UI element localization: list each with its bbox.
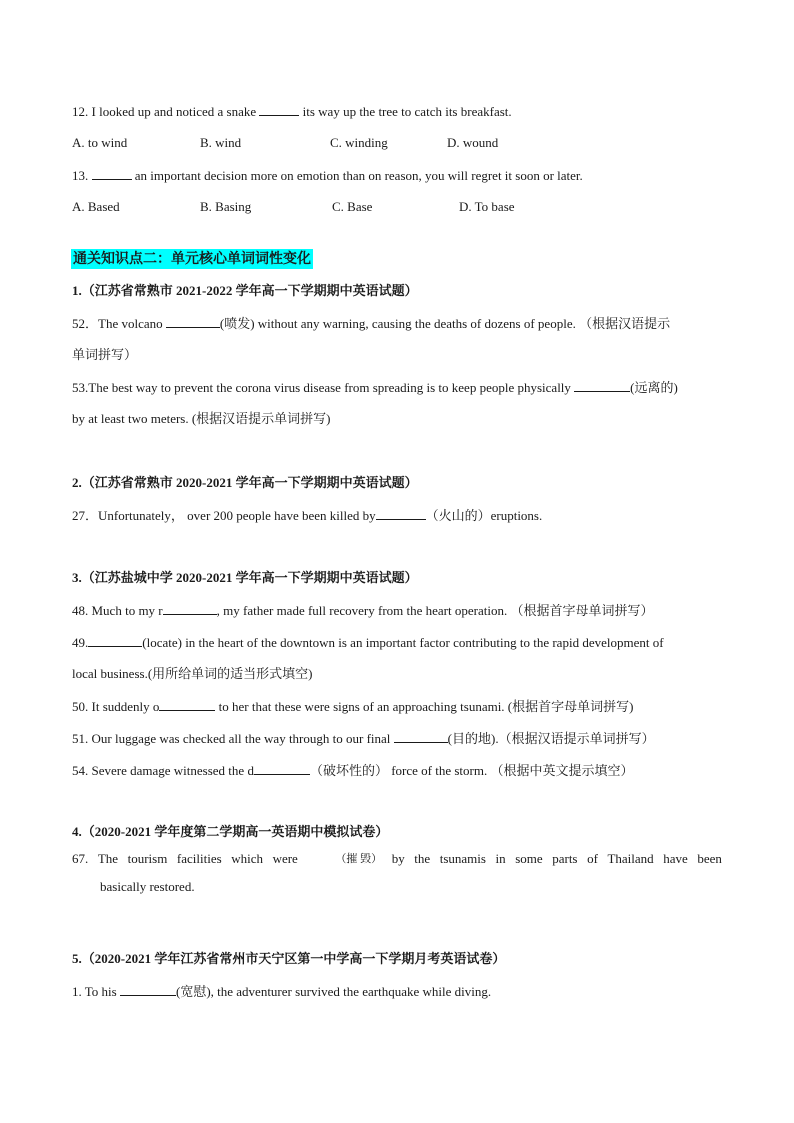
source-heading-1: 1.（江苏省常熟市 2021-2022 学年高一下学期期中英语试题） xyxy=(72,283,418,298)
question-51 xyxy=(72,730,655,747)
question-12-text-before: 12. I looked up and noticed a snake xyxy=(72,104,257,119)
question-word: some xyxy=(515,851,543,866)
question-53-continued: by at least two meters. (根据汉语提示单词拼写) xyxy=(72,411,331,426)
question-word: tsunamis xyxy=(439,851,486,866)
question-word: which xyxy=(231,851,263,866)
question-word: the xyxy=(414,851,431,866)
question-word: tourism xyxy=(127,851,168,866)
question-text: , my father made full recovery from the heart operation. （根据首字母单词拼写） xyxy=(216,603,654,618)
question-52-continued: 单词拼写） xyxy=(72,347,138,362)
question-text: 52．The volcano xyxy=(72,316,163,331)
question-word: have xyxy=(663,851,688,866)
question-12 xyxy=(72,103,512,120)
option-d: D. To base xyxy=(459,199,515,214)
answer-blank xyxy=(92,167,132,180)
option-b: B. wind xyxy=(200,135,242,150)
question-word: facilities xyxy=(176,851,222,866)
question-50 xyxy=(72,698,633,715)
source-heading-2: 2.（江苏省常熟市 2020-2021 学年高一下学期期中英语试题） xyxy=(72,475,418,490)
answer-blank xyxy=(159,698,215,711)
option-c: C. winding xyxy=(330,135,388,150)
question-67-continued: basically restored. xyxy=(100,879,195,894)
question-text: 27．Unfortunately， over 200 people have been killed by xyxy=(72,508,376,523)
question-text: (目的地).（根据汉语提示单词拼写） xyxy=(447,731,655,746)
question-48 xyxy=(72,602,653,619)
question-text: 50. It suddenly o xyxy=(72,699,160,714)
question-13-text-after: an important decision more on emotion than on reason, you will regret it soon or later. xyxy=(134,168,583,183)
question-67-line xyxy=(72,851,722,867)
question-text: (locate) in the heart of the downtown is an important factor contributing to the rapid development of xyxy=(142,635,664,650)
option-b: B. Basing xyxy=(200,199,252,214)
question-49 xyxy=(72,634,664,651)
answer-blank xyxy=(120,983,176,996)
option-a: A. Based xyxy=(72,199,120,214)
question-1 xyxy=(72,983,491,1000)
answer-blank xyxy=(163,602,217,615)
source-heading-4: 4.（2020-2021 学年度第二学期高一英语期中模拟试卷） xyxy=(72,824,389,839)
option-a: A. to wind xyxy=(72,135,128,150)
question-13-number: 13. xyxy=(72,168,89,183)
source-heading-5: 5.（2020-2021 学年江苏省常州市天宁区第一中学高一下学期月考英语试卷） xyxy=(72,951,506,966)
chinese-hint: （摧 毁） xyxy=(335,853,383,865)
answer-blank xyxy=(376,507,426,520)
question-53 xyxy=(72,379,678,396)
option-c: C. Base xyxy=(332,199,373,214)
question-word: in xyxy=(495,851,506,866)
question-12-text-after: its way up the tree to catch its breakfast. xyxy=(302,104,512,119)
question-word: The xyxy=(97,851,119,866)
question-52 xyxy=(72,315,670,332)
question-text: to her that these were signs of an approaching tsunami. (根据首字母单词拼写) xyxy=(218,699,634,714)
question-54 xyxy=(72,762,633,779)
question-word: of xyxy=(587,851,598,866)
question-49-continued: local business.(用所给单词的适当形式填空) xyxy=(72,666,313,681)
answer-blank xyxy=(166,315,220,328)
answer-blank xyxy=(88,634,142,647)
question-13 xyxy=(72,167,583,184)
question-word: been xyxy=(697,851,722,866)
answer-blank xyxy=(254,762,310,775)
question-text: 54. Severe damage witnessed the d xyxy=(72,763,254,778)
answer-blank xyxy=(574,379,630,392)
question-text: 51. Our luggage was checked all the way through to our final xyxy=(72,731,391,746)
question-text: (喷发) without any warning, causing the deaths of dozens of people. （根据汉语提示 xyxy=(219,316,671,331)
question-text: （火山的）eruptions. xyxy=(425,508,543,523)
question-word: 67. xyxy=(72,851,89,866)
question-text: 48. Much to my r xyxy=(72,603,163,618)
section-title: 通关知识点二：单元核心单词词性变化 xyxy=(73,251,311,267)
question-text: （破坏性的） force of the storm. （根据中英文提示填空） xyxy=(309,763,634,778)
question-27 xyxy=(72,507,542,524)
source-heading-3: 3.（江苏盐城中学 2020-2021 学年高一下学期期中英语试题） xyxy=(72,570,418,585)
question-word: Thailand xyxy=(607,851,654,866)
question-text: 53.The best way to prevent the corona virus disease from spreading is to keep people physically xyxy=(72,380,571,395)
question-word: parts xyxy=(552,851,578,866)
question-text: 49. xyxy=(72,635,89,650)
question-word: were xyxy=(272,851,298,866)
question-word: by xyxy=(391,851,405,866)
answer-blank xyxy=(394,730,448,743)
question-text: (远离的) xyxy=(630,380,678,395)
question-67 xyxy=(72,851,722,867)
option-d: D. wound xyxy=(447,135,499,150)
question-text: 1. To his xyxy=(72,984,117,999)
answer-blank xyxy=(259,103,299,116)
question-text: (宽慰), the adventurer survived the earthquake while diving. xyxy=(175,984,492,999)
